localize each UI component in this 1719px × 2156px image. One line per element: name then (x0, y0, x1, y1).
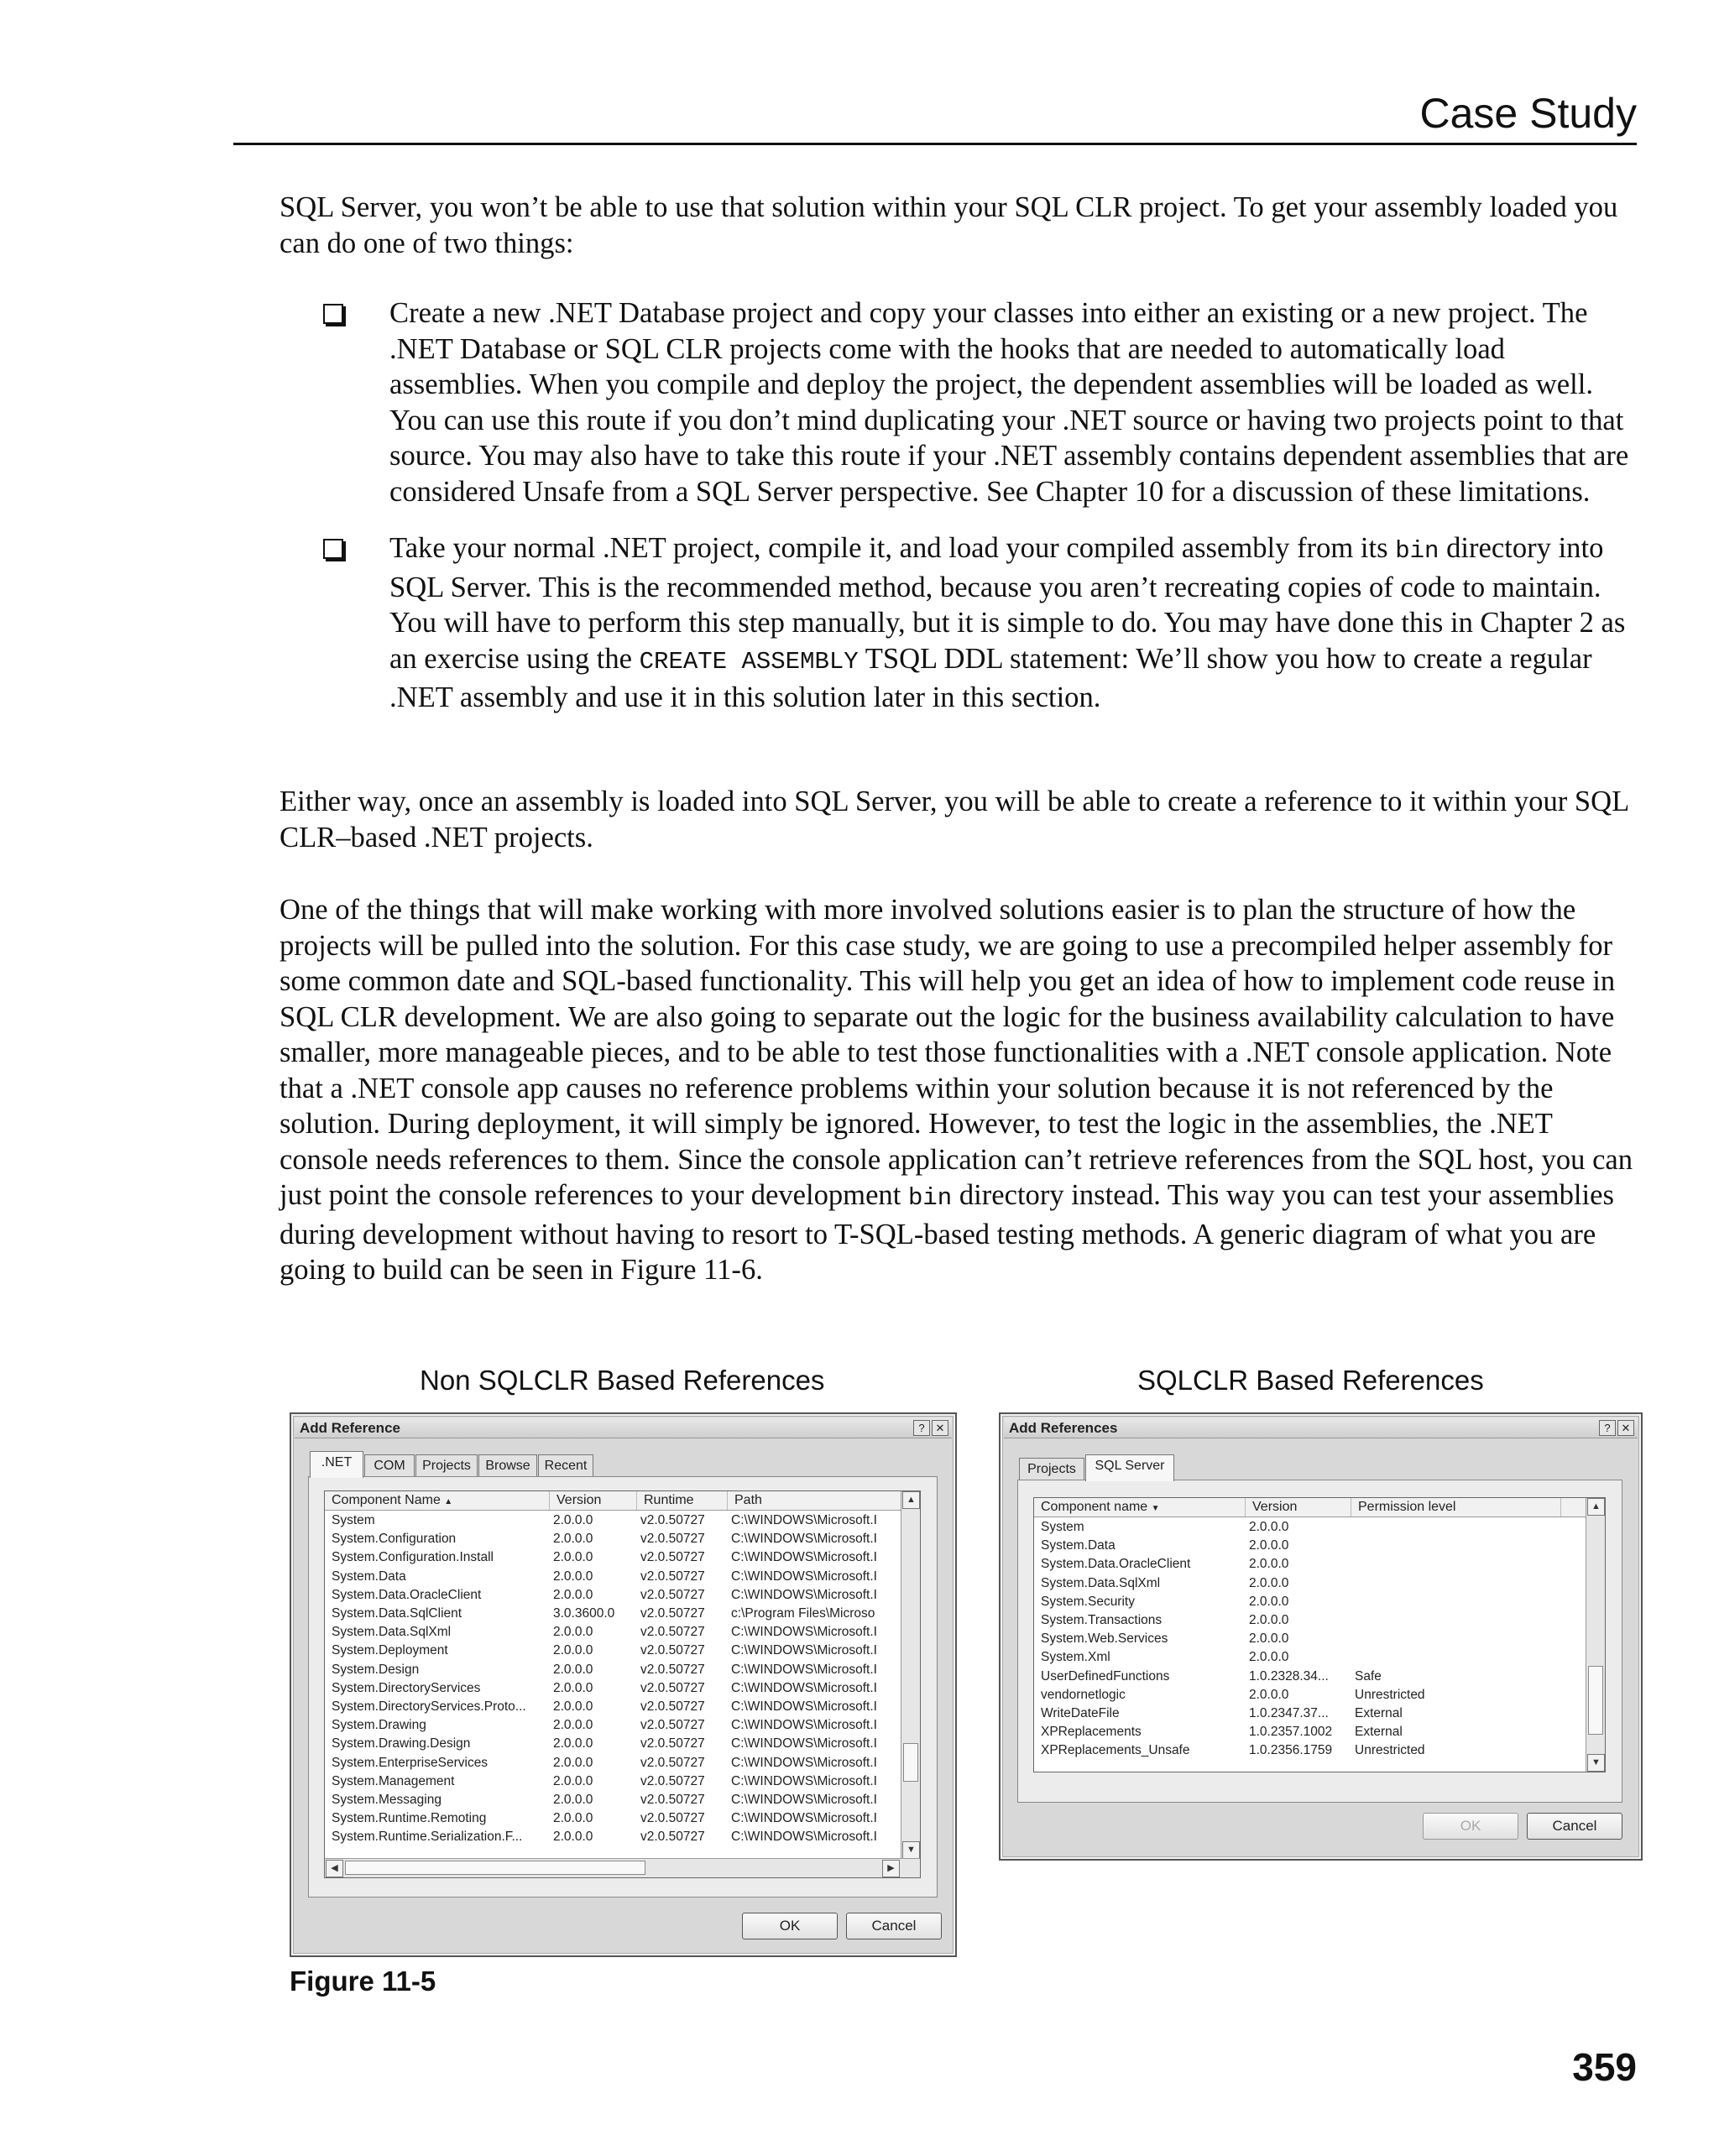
bullet-item (280, 295, 1637, 509)
table-row[interactable] (1034, 1630, 1605, 1648)
table-cell: System.DirectoryServices.Proto... (332, 1699, 526, 1714)
table-cell: C:\WINDOWS\Microsoft.I (731, 1718, 877, 1733)
ok-button[interactable]: OK (742, 1913, 838, 1939)
table-row[interactable] (325, 1661, 920, 1679)
table-cell: v2.0.50727 (640, 1755, 705, 1770)
inline-code: bin (1395, 537, 1439, 565)
table-row[interactable] (1034, 1537, 1605, 1555)
tab-browse[interactable]: Browse (478, 1454, 537, 1477)
vertical-scrollbar[interactable] (1586, 1498, 1605, 1772)
horizontal-scrollbar[interactable] (325, 1858, 920, 1877)
table-cell: v2.0.50727 (640, 1625, 705, 1640)
table-row[interactable] (325, 1679, 920, 1698)
sort-descending-icon: ▼ (1151, 1504, 1160, 1513)
table-cell: C:\WINDOWS\Microsoft.I (731, 1587, 877, 1602)
table-cell: 2.0.0.0 (1249, 1520, 1289, 1534)
table-row[interactable] (325, 1698, 920, 1716)
table-cell: C:\WINDOWS\Microsoft.I (731, 1532, 877, 1547)
table-row[interactable] (325, 1548, 920, 1567)
table-cell: c:\Program Files\Microso (731, 1606, 875, 1621)
ok-button[interactable]: OK (1423, 1813, 1518, 1840)
table-cell: v2.0.50727 (640, 1680, 705, 1695)
table-cell: 2.0.0.0 (553, 1532, 593, 1547)
table-cell: System.Messaging (332, 1793, 442, 1807)
column-header-version[interactable]: Version (550, 1491, 637, 1510)
table-row[interactable] (325, 1791, 920, 1809)
table-row[interactable] (325, 1642, 920, 1660)
table-cell: C:\WINDOWS\Microsoft.I (731, 1680, 877, 1695)
table-cell: 2.0.0.0 (553, 1643, 593, 1658)
close-icon[interactable]: ✕ (932, 1420, 948, 1436)
table-cell: External (1355, 1706, 1403, 1720)
cancel-button[interactable]: Cancel (846, 1913, 942, 1939)
table-cell: System.Management (332, 1773, 455, 1788)
scroll-left-icon[interactable]: ◀ (326, 1860, 343, 1877)
sort-ascending-icon: ▲ (444, 1497, 453, 1506)
table-cell: System.Data.OracleClient (1041, 1557, 1191, 1572)
table-cell: Unrestricted (1355, 1743, 1425, 1758)
figure-right-caption: SQLCLR Based References (1137, 1365, 1484, 1396)
table-cell: C:\WINDOWS\Microsoft.I (731, 1625, 877, 1640)
column-header-version[interactable]: Version (1246, 1498, 1351, 1517)
table-cell: System (1041, 1520, 1084, 1534)
table-cell: v2.0.50727 (640, 1606, 705, 1621)
bullet-text: Take your normal .NET project, compile it, and load your compiled assembly from its (389, 532, 1396, 564)
table-cell: v2.0.50727 (640, 1569, 705, 1584)
table-cell: v2.0.50727 (640, 1532, 705, 1547)
table-cell: 2.0.0.0 (553, 1736, 593, 1751)
table-cell: v2.0.50727 (640, 1513, 705, 1527)
table-cell: 2.0.0.0 (553, 1550, 593, 1565)
table-cell: System.Web.Services (1041, 1631, 1168, 1647)
table-cell: XPReplacements (1041, 1725, 1142, 1740)
scroll-thumb[interactable] (903, 1743, 918, 1782)
table-cell: 2.0.0.0 (553, 1718, 593, 1733)
table-row[interactable] (325, 1511, 920, 1530)
table-cell: System.Deployment (332, 1643, 448, 1658)
tab-recent[interactable]: Recent (538, 1454, 593, 1477)
intro-text: SQL Server, you won’t be able to use that solution within your SQL CLR project. To get your assembly loaded you can do one of two things: (280, 191, 1618, 259)
table-cell: System.Data.SqlClient (332, 1606, 462, 1621)
table-row[interactable] (1034, 1648, 1605, 1667)
table-cell: 2.0.0.0 (553, 1662, 593, 1677)
table-row[interactable] (1034, 1686, 1605, 1704)
cancel-button[interactable]: Cancel (1527, 1813, 1622, 1840)
table-cell: System.Transactions (1041, 1613, 1163, 1627)
table-cell: 2.0.0.0 (553, 1773, 593, 1788)
add-references-dialog (999, 1412, 1643, 1861)
table-cell: Unrestricted (1355, 1687, 1425, 1702)
table-cell: 2.0.0.0 (1249, 1594, 1289, 1609)
table-row[interactable] (325, 1568, 920, 1586)
table-cell: v2.0.50727 (640, 1699, 705, 1714)
dialog-title: Add References (1009, 1420, 1118, 1436)
bullet-text: Create a new .NET Database project and copy your classes into either an existing or a new project. The .NET Database or SQL CLR projects come with the hooks that are needed to automatically load assemblies. When you compile and deploy the project, the dependent assemblies will be loaded as well. You can use this route if you don’t mind duplicating your .NET source or having two projects point to that source. You may also have to take this route if your .NET assembly contains dependent assemblies that are considered Unsafe from a SQL Server perspective. See Chapter 10 for a discussion of these limitations. (389, 297, 1629, 508)
table-cell: System.Design (332, 1662, 420, 1677)
table-cell: C:\WINDOWS\Microsoft.I (731, 1513, 877, 1527)
paragraph-structure (280, 892, 1637, 1288)
table-row[interactable] (325, 1828, 920, 1846)
table-cell: C:\WINDOWS\Microsoft.I (731, 1569, 877, 1584)
help-icon[interactable]: ? (913, 1420, 930, 1436)
table-cell: System.Drawing.Design (332, 1736, 471, 1751)
tab-panel (1017, 1480, 1622, 1803)
table-cell: System.Data (332, 1569, 406, 1584)
table-cell: C:\WINDOWS\Microsoft.I (731, 1736, 877, 1751)
horizontal-scroll-thumb[interactable] (345, 1861, 645, 1875)
column-header-component-name[interactable]: Component Name ▲ (325, 1491, 550, 1510)
column-header-component-name[interactable]: Component name ▼ (1034, 1498, 1246, 1517)
dialog-titlebar (1004, 1417, 1638, 1438)
table-cell: System.Xml (1041, 1650, 1110, 1665)
table-row[interactable] (1034, 1704, 1605, 1723)
table-cell: 2.0.0.0 (1249, 1538, 1289, 1553)
scroll-up-icon[interactable]: ▲ (902, 1491, 920, 1509)
table-cell: System.DirectoryServices (332, 1680, 481, 1695)
table-row[interactable] (1034, 1555, 1605, 1574)
close-icon[interactable]: ✕ (1617, 1420, 1634, 1436)
checkbox-bullet-icon (323, 304, 343, 324)
bullet-text: TSQL DDL statement: We’ll show you how to create a regular .NET assembly and use it in this solution later in this section. (389, 642, 1592, 713)
table-cell: System.Data.OracleClient (332, 1587, 482, 1602)
running-head-title: Case Study (1419, 90, 1637, 137)
paragraph-either-way (280, 784, 1637, 855)
table-cell: v2.0.50727 (640, 1587, 705, 1602)
table-cell: System.Runtime.Remoting (332, 1811, 487, 1826)
table-cell: v2.0.50727 (640, 1811, 705, 1826)
table-cell: WriteDateFile (1041, 1706, 1120, 1720)
table-cell: System.Data (1041, 1538, 1116, 1553)
table-row[interactable] (1034, 1668, 1605, 1686)
scroll-up-icon[interactable]: ▲ (1587, 1498, 1605, 1516)
table-cell: 2.0.0.0 (1249, 1687, 1289, 1702)
table-cell: C:\WINDOWS\Microsoft.I (731, 1550, 877, 1565)
table-cell: 2.0.0.0 (1249, 1557, 1289, 1572)
table-cell: v2.0.50727 (640, 1662, 705, 1677)
table-cell: C:\WINDOWS\Microsoft.I (731, 1755, 877, 1770)
table-cell: 1.0.2347.37... (1249, 1706, 1329, 1720)
table-cell: vendornetlogic (1041, 1687, 1126, 1702)
bullet-item (280, 530, 1637, 716)
table-cell: System.Configuration (332, 1532, 457, 1547)
tab-panel (308, 1476, 938, 1898)
table-row[interactable] (1034, 1518, 1605, 1537)
table-cell: UserDefinedFunctions (1041, 1668, 1170, 1684)
table-row[interactable] (325, 1530, 920, 1548)
tab-net[interactable]: .NET (310, 1451, 363, 1478)
table-row[interactable] (325, 1772, 920, 1791)
table-cell: 2.0.0.0 (553, 1830, 593, 1845)
column-header-path[interactable]: Path (728, 1491, 901, 1510)
table-cell: 2.0.0.0 (553, 1513, 593, 1527)
table-row[interactable] (1034, 1611, 1605, 1630)
table-row[interactable] (325, 1754, 920, 1772)
table-cell: 2.0.0.0 (553, 1587, 593, 1602)
dialog-title: Add Reference (300, 1420, 400, 1436)
table-cell: v2.0.50727 (640, 1550, 705, 1565)
paragraph-text: One of the things that will make working with more involved solutions easier is to plan the structure of how the projects will be pulled into the solution. For this case study, we are going to use a precompiled helper assembly for some common date and SQL-based functionality. This will help you get an idea of how to implement code reuse in SQL CLR development. We are also going to separate out the logic for the business availability calculation to have smaller, more manageable pieces, and to be able to test those functionalities with a .NET console application. Note that a .NET console app causes no reference problems within your solution because it is not referenced by the solution. During deployment, it will simply be ignored. However, to test the logic in the assemblies, the .NET console needs references to them. Since the console application can’t retrieve references from the SQL host, you can just point the console references to your development bin directory instead. This way you can test your assemblies during development without having to resort to T-SQL-based testing methods. A generic diagram of what you are going to build can be seen in Figure 11-6. (280, 894, 1633, 1286)
table-cell: v2.0.50727 (640, 1773, 705, 1788)
tab-sql-server[interactable]: SQL Server (1085, 1454, 1174, 1481)
list-header (325, 1491, 920, 1511)
table-cell: Safe (1355, 1668, 1382, 1684)
table-cell: 3.0.3600.0 (553, 1606, 615, 1621)
intro-paragraph (280, 190, 1637, 261)
table-cell: v2.0.50727 (640, 1793, 705, 1807)
tab-projects[interactable]: Projects (1019, 1458, 1084, 1480)
table-cell: C:\WINDOWS\Microsoft.I (731, 1811, 877, 1826)
column-header-permission-level[interactable]: Permission level (1351, 1498, 1561, 1517)
table-row[interactable] (325, 1605, 920, 1623)
table-cell: 2.0.0.0 (1249, 1631, 1289, 1647)
table-cell: 2.0.0.0 (553, 1793, 593, 1807)
paragraph-text: Either way, once an assembly is loaded into SQL Server, you will be able to create a reference to it within your SQL CLR–based .NET projects. (280, 786, 1628, 854)
table-cell: 2.0.0.0 (1249, 1613, 1289, 1627)
table-cell: 2.0.0.0 (553, 1569, 593, 1584)
table-cell: 2.0.0.0 (553, 1699, 593, 1714)
table-cell: System.Data.SqlXml (332, 1625, 452, 1640)
tab-com[interactable]: COM (364, 1454, 415, 1477)
scroll-thumb[interactable] (1588, 1666, 1603, 1735)
table-cell: v2.0.50727 (640, 1736, 705, 1751)
column-header-runtime[interactable]: Runtime (637, 1491, 728, 1510)
bullet-list (280, 295, 1637, 737)
bullet-text: directory into SQL Server. This is the recommended method, because you aren’t recreating copies of code to maintain. You will have to perform this step manually, but it is simple to do. You may have done this in Chapter 2 as an exercise using the (389, 532, 1626, 675)
table-cell: 1.0.2357.1002 (1249, 1725, 1333, 1740)
table-row[interactable] (1034, 1593, 1605, 1611)
table-cell: 2.0.0.0 (553, 1755, 593, 1770)
scroll-right-icon[interactable]: ▶ (882, 1860, 900, 1877)
table-cell: C:\WINDOWS\Microsoft.I (731, 1699, 877, 1714)
table-cell: C:\WINDOWS\Microsoft.I (731, 1773, 877, 1788)
table-cell: C:\WINDOWS\Microsoft.I (731, 1643, 877, 1658)
table-cell: System.Runtime.Serialization.F... (332, 1830, 523, 1845)
vertical-scrollbar[interactable] (901, 1491, 920, 1877)
table-cell: 2.0.0.0 (553, 1625, 593, 1640)
table-cell: C:\WINDOWS\Microsoft.I (731, 1830, 877, 1845)
table-cell: 2.0.0.0 (1249, 1575, 1289, 1590)
add-reference-dialog (290, 1412, 957, 1957)
tab-projects[interactable]: Projects (415, 1454, 478, 1477)
scroll-down-icon[interactable]: ▼ (902, 1841, 920, 1859)
table-row[interactable] (1034, 1574, 1605, 1593)
dialog-titlebar (295, 1417, 952, 1438)
table-cell: v2.0.50727 (640, 1718, 705, 1733)
table-cell: C:\WINDOWS\Microsoft.I (731, 1793, 877, 1807)
table-cell: System.Security (1041, 1594, 1135, 1609)
list-header (1034, 1498, 1605, 1517)
running-head (233, 87, 1637, 145)
inline-code: bin (907, 1184, 953, 1212)
table-row[interactable] (325, 1809, 920, 1828)
figure-label: Figure 11-5 (290, 1965, 436, 1997)
table-cell: v2.0.50727 (640, 1643, 705, 1658)
table-cell: 1.0.2356.1759 (1249, 1743, 1333, 1758)
table-cell: External (1355, 1725, 1403, 1740)
scroll-down-icon[interactable]: ▼ (1587, 1754, 1605, 1772)
table-cell: 2.0.0.0 (1249, 1650, 1289, 1665)
component-list[interactable] (324, 1490, 921, 1878)
page-number: 359 (1572, 2045, 1637, 2089)
table-cell: 2.0.0.0 (553, 1811, 593, 1826)
table-row[interactable] (325, 1735, 920, 1753)
table-row[interactable] (1034, 1723, 1605, 1741)
component-list[interactable] (1033, 1497, 1606, 1772)
help-icon[interactable]: ? (1599, 1420, 1616, 1436)
table-row[interactable] (325, 1716, 920, 1735)
table-row[interactable] (1034, 1741, 1605, 1760)
table-row[interactable] (325, 1623, 920, 1642)
inline-code: CREATE ASSEMBLY (639, 647, 859, 676)
table-cell: 1.0.2328.34... (1249, 1668, 1329, 1684)
checkbox-bullet-icon (323, 539, 343, 559)
table-cell: System.EnterpriseServices (332, 1755, 489, 1770)
table-cell: System.Data.SqlXml (1041, 1575, 1161, 1590)
table-cell: System (332, 1513, 375, 1527)
figure-left-caption: Non SQLCLR Based References (420, 1365, 825, 1396)
table-cell: System.Drawing (332, 1718, 426, 1733)
table-cell: System.Configuration.Install (332, 1550, 494, 1565)
table-cell: v2.0.50727 (640, 1830, 705, 1845)
table-cell: XPReplacements_Unsafe (1041, 1743, 1190, 1758)
table-row[interactable] (325, 1586, 920, 1605)
table-cell: C:\WINDOWS\Microsoft.I (731, 1662, 877, 1677)
table-cell: 2.0.0.0 (553, 1680, 593, 1695)
